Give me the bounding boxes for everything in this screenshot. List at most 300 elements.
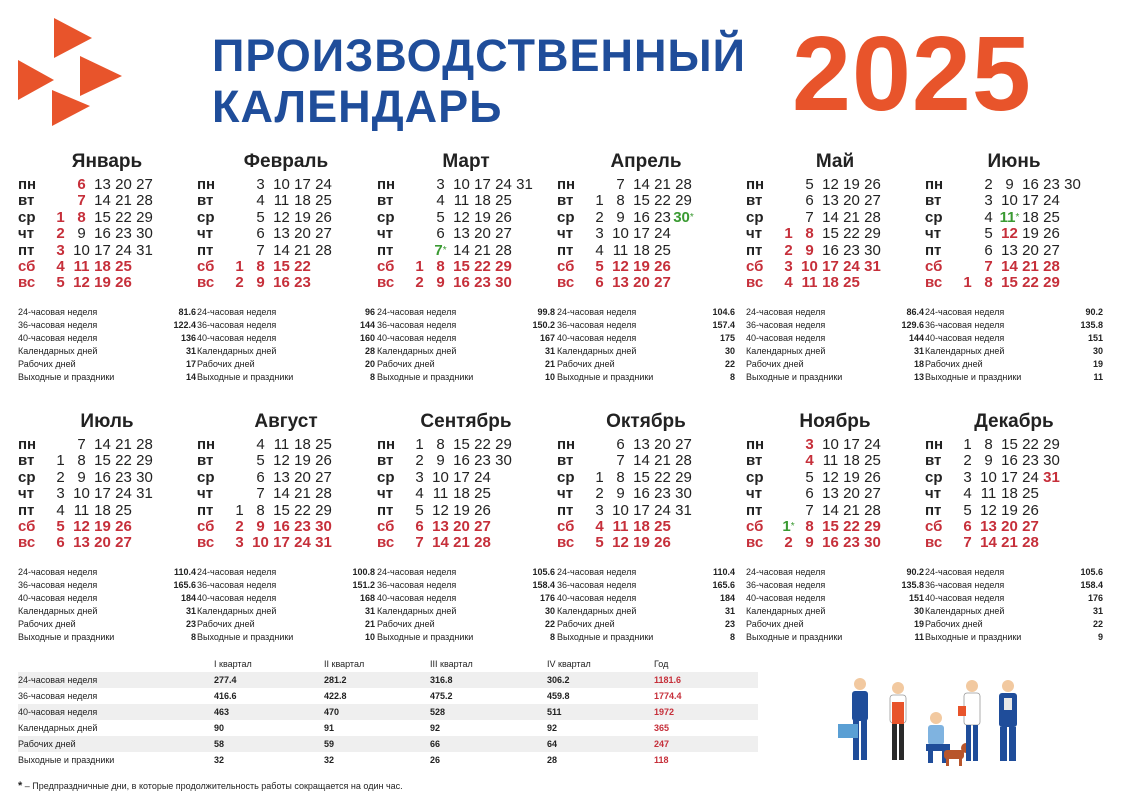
- stat-value: 104.6: [712, 306, 735, 317]
- weekday-label: сб: [557, 517, 575, 535]
- weekday-row: [18, 470, 196, 486]
- day-number: 25: [654, 517, 671, 535]
- stat-row: [746, 631, 924, 644]
- day-cell: [472, 177, 493, 193]
- stat-row: [746, 618, 924, 631]
- day-number: 16: [822, 241, 839, 259]
- stat-label: Рабочих дней: [197, 618, 255, 629]
- day-cell: [652, 243, 673, 259]
- holiday-day: [50, 259, 71, 275]
- day-number: 29: [675, 468, 692, 486]
- summary-cell: 316.8: [430, 675, 453, 685]
- weekday-label: чт: [377, 225, 394, 243]
- day-cell: [978, 503, 999, 519]
- day-cell: [493, 210, 514, 226]
- day-cell: [631, 486, 652, 502]
- day-number: 7: [77, 192, 86, 210]
- stat-value: 30: [913, 605, 924, 616]
- day-cell: [409, 486, 430, 502]
- day-number: 1: [56, 208, 65, 226]
- weekday-label: вт: [925, 192, 942, 210]
- day-number: 23: [294, 274, 311, 292]
- weekday-label: ср: [746, 468, 764, 486]
- day-cell: [631, 177, 652, 193]
- weekday-label: вс: [377, 534, 395, 552]
- day-number: 15: [94, 208, 111, 226]
- weekday-row: [197, 177, 375, 193]
- day-number: 6: [436, 225, 445, 243]
- day-cell: [113, 486, 134, 502]
- weekday-label: сб: [18, 257, 36, 275]
- day-number: 7: [616, 176, 625, 193]
- stat-row: [925, 306, 1103, 319]
- day-cell: [610, 193, 631, 209]
- day-cell: [229, 437, 250, 453]
- weekday-row: [925, 535, 1103, 551]
- day-cell: [1041, 243, 1062, 259]
- summary-header-row: [18, 656, 758, 672]
- weekday-row: [746, 486, 924, 502]
- summary-cell: 26: [430, 755, 441, 765]
- holiday-day: [1041, 470, 1062, 486]
- day-cell: [1041, 193, 1062, 209]
- day-cell: [820, 226, 841, 242]
- day-cell: [862, 177, 883, 193]
- day-grid: [557, 437, 735, 552]
- holiday-day: [472, 259, 493, 275]
- day-cell: [799, 177, 820, 193]
- day-cell: [451, 437, 472, 453]
- day-cell: [820, 193, 841, 209]
- day-number: 4: [256, 192, 265, 210]
- weekday-row: [746, 453, 924, 469]
- stat-row: [18, 371, 196, 384]
- stat-row: [197, 618, 375, 631]
- stat-row: [925, 358, 1103, 371]
- weekday-row: [746, 177, 924, 193]
- day-cell: [313, 453, 334, 469]
- day-cell: [134, 453, 155, 469]
- holiday-day: [1020, 519, 1041, 535]
- day-number: 11: [612, 517, 629, 535]
- day-number: 8: [984, 436, 993, 453]
- day-cell: [113, 177, 134, 193]
- day-cell: [610, 486, 631, 502]
- stat-label: Рабочих дней: [197, 358, 255, 369]
- day-number: 21: [843, 208, 860, 226]
- day-cell: [292, 503, 313, 519]
- day-cell: [134, 210, 155, 226]
- day-number: 15: [822, 225, 839, 243]
- day-cell: [409, 243, 430, 259]
- holiday-day: [589, 519, 610, 535]
- day-cell: [229, 470, 250, 486]
- stat-row: [557, 332, 735, 345]
- holiday-day: [50, 243, 71, 259]
- weekday-label: пн: [377, 176, 396, 193]
- weekday-label: сб: [925, 257, 943, 275]
- month-block: [557, 410, 735, 644]
- day-cell: [271, 503, 292, 519]
- day-number: 5: [436, 208, 445, 226]
- weekday-row: [557, 243, 735, 259]
- day-number: 16: [1001, 452, 1018, 470]
- day-cell: [1041, 210, 1062, 226]
- stat-value: 14: [185, 371, 196, 382]
- stat-label: Рабочих дней: [377, 358, 435, 369]
- stat-value: 90.2: [906, 566, 924, 577]
- day-number: 20: [94, 534, 111, 552]
- day-cell: [978, 486, 999, 502]
- stat-value: 22: [544, 618, 555, 629]
- day-number: 27: [115, 534, 132, 552]
- holiday-day: [71, 275, 92, 291]
- summary-cell: 1181.6: [654, 675, 682, 685]
- stat-row: [18, 605, 196, 618]
- stat-value: 184: [180, 592, 196, 603]
- holiday-day: [778, 259, 799, 275]
- stat-value: 184: [719, 592, 735, 603]
- holiday-day: [71, 193, 92, 209]
- day-cell: [652, 437, 673, 453]
- preholiday-star: *: [1015, 211, 1020, 223]
- day-cell: [313, 437, 334, 453]
- holiday-day: [799, 453, 820, 469]
- day-cell: [841, 503, 862, 519]
- day-number: 7: [77, 436, 86, 453]
- month-name: Сентябрь: [420, 411, 512, 432]
- day-number: 28: [315, 241, 332, 259]
- day-number: 4: [963, 485, 972, 503]
- day-number: 27: [474, 517, 491, 535]
- day-number: 10: [273, 176, 290, 193]
- day-cell: [313, 177, 334, 193]
- stat-label: Рабочих дней: [746, 618, 804, 629]
- summary-cell: 277.4: [214, 675, 237, 685]
- month-stats: [746, 566, 924, 644]
- day-number: 28: [136, 436, 153, 453]
- day-number: 1: [235, 501, 244, 519]
- day-number: 13: [273, 468, 290, 486]
- day-number: 10: [801, 257, 818, 275]
- weekday-row: [18, 193, 196, 209]
- day-number: 1: [782, 517, 791, 535]
- day-cell: [271, 210, 292, 226]
- month-block: [377, 150, 555, 384]
- weekday-label: пн: [746, 176, 765, 193]
- day-cell: [589, 177, 610, 193]
- day-number: 16: [633, 485, 650, 503]
- day-cell: [430, 210, 451, 226]
- weekday-row: [18, 243, 196, 259]
- day-number: 29: [675, 192, 692, 210]
- holiday-day: [820, 275, 841, 291]
- stat-label: Выходные и праздники: [377, 371, 474, 382]
- stat-label: Календарных дней: [746, 605, 826, 616]
- day-cell: [451, 193, 472, 209]
- day-number: 15: [453, 436, 470, 453]
- day-cell: [292, 470, 313, 486]
- day-number: 10: [612, 501, 629, 519]
- day-number: 25: [474, 485, 491, 503]
- weekday-row: [746, 193, 924, 209]
- holiday-day: [610, 275, 631, 291]
- day-cell: [229, 486, 250, 502]
- day-cell: [430, 453, 451, 469]
- weekday-label: вс: [18, 534, 36, 552]
- day-number: 23: [115, 468, 132, 486]
- stat-row: [925, 605, 1103, 618]
- holiday-day: [271, 259, 292, 275]
- day-number: 2: [415, 452, 424, 470]
- stat-value: 168: [359, 592, 375, 603]
- day-cell: [589, 226, 610, 242]
- stat-label: 40-часовая неделя: [557, 332, 637, 343]
- weekday-label: ср: [377, 468, 395, 486]
- stat-value: 21: [364, 618, 375, 629]
- holiday-day: [409, 535, 430, 551]
- day-cell: [451, 470, 472, 486]
- weekday-row: [557, 177, 735, 193]
- day-number: 25: [315, 192, 332, 210]
- day-cell: [1020, 470, 1041, 486]
- weekday-label: ср: [746, 208, 764, 226]
- day-cell: [313, 486, 334, 502]
- day-number: 30: [864, 241, 881, 259]
- day-cell: [673, 503, 694, 519]
- day-number: 1: [415, 436, 424, 453]
- summary-header-cell: [18, 656, 214, 672]
- day-cell: [999, 470, 1020, 486]
- day-number: 3: [256, 176, 265, 193]
- day-cell: [862, 486, 883, 502]
- day-cell: [229, 503, 250, 519]
- month-stats: [746, 306, 924, 384]
- day-number: 8: [256, 257, 265, 275]
- day-cell: [134, 177, 155, 193]
- weekday-row: [557, 470, 735, 486]
- holiday-day: [778, 226, 799, 242]
- day-number: 7: [256, 485, 265, 503]
- holiday-day: [978, 535, 999, 551]
- summary-cell: 59: [324, 739, 335, 749]
- weekday-label: пт: [557, 241, 574, 259]
- day-number: 13: [822, 192, 839, 210]
- weekday-label: вт: [557, 452, 574, 470]
- day-number: 27: [864, 192, 881, 210]
- weekday-label: чт: [746, 225, 763, 243]
- day-number: 31: [136, 241, 153, 259]
- stat-label: 36-часовая неделя: [377, 319, 457, 330]
- day-cell: [71, 486, 92, 502]
- summary-cell: 470: [324, 707, 340, 717]
- day-number: 27: [1043, 241, 1060, 259]
- weekday-row: [557, 226, 735, 242]
- weekday-row: [925, 453, 1103, 469]
- stat-row: [197, 306, 375, 319]
- weekday-label: сб: [197, 257, 215, 275]
- stat-row: [925, 332, 1103, 345]
- stat-value: 167: [539, 332, 555, 343]
- day-number: 19: [633, 257, 650, 275]
- day-cell: [978, 210, 999, 226]
- day-number: 24: [495, 176, 512, 193]
- day-number: 13: [822, 485, 839, 503]
- day-number: 11: [999, 208, 1016, 226]
- day-number: 28: [495, 241, 512, 259]
- day-cell: [313, 243, 334, 259]
- day-number: 30: [673, 208, 690, 226]
- stat-row: [197, 605, 375, 618]
- weekday-label: чт: [18, 225, 35, 243]
- holiday-day: [999, 259, 1020, 275]
- day-number: 28: [675, 176, 692, 193]
- stat-value: 17: [185, 358, 196, 369]
- day-number: 9: [77, 468, 86, 486]
- day-cell: [451, 210, 472, 226]
- holiday-day: [589, 275, 610, 291]
- day-cell: [409, 226, 430, 242]
- day-number: 12: [612, 534, 629, 552]
- day-cell: [631, 243, 652, 259]
- weekday-row: [18, 226, 196, 242]
- day-number: 28: [136, 192, 153, 210]
- day-cell: [250, 453, 271, 469]
- holiday-day: [820, 259, 841, 275]
- day-cell: [631, 193, 652, 209]
- day-number: 29: [864, 517, 881, 535]
- stat-label: 24-часовая неделя: [557, 306, 637, 317]
- stat-row: [197, 319, 375, 332]
- weekday-row: [377, 519, 555, 535]
- weekday-label: пт: [557, 501, 574, 519]
- day-number: 10: [432, 468, 449, 486]
- day-cell: [229, 210, 250, 226]
- preholiday-day: [430, 243, 451, 259]
- month-name: Февраль: [243, 151, 329, 172]
- day-number: 17: [633, 225, 650, 243]
- day-cell: [134, 486, 155, 502]
- holiday-day: [778, 243, 799, 259]
- holiday-day: [862, 519, 883, 535]
- weekday-row: [197, 243, 375, 259]
- stat-row: [746, 592, 924, 605]
- weekday-row: [557, 535, 735, 551]
- weekday-label: пт: [18, 501, 35, 519]
- holiday-day: [409, 519, 430, 535]
- stat-label: Календарных дней: [197, 345, 277, 356]
- stat-row: [557, 631, 735, 644]
- day-number: 25: [864, 452, 881, 470]
- month-block: [746, 410, 924, 644]
- stat-row: [377, 605, 555, 618]
- day-number: 23: [654, 208, 671, 226]
- day-number: 20: [654, 436, 671, 453]
- holiday-day: [799, 275, 820, 291]
- month-stats: [197, 306, 375, 384]
- day-number: 18: [474, 192, 491, 210]
- weekday-label: пн: [197, 176, 216, 193]
- day-cell: [271, 243, 292, 259]
- day-cell: [250, 437, 271, 453]
- stat-label: 36-часовая неделя: [18, 579, 98, 590]
- day-number: 24: [115, 241, 132, 259]
- weekday-label: сб: [925, 517, 943, 535]
- stat-label: 36-часовая неделя: [18, 319, 98, 330]
- day-cell: [589, 193, 610, 209]
- day-cell: [957, 193, 978, 209]
- day-number: 20: [1001, 517, 1018, 535]
- day-cell: [778, 437, 799, 453]
- preholiday-day: [999, 210, 1020, 226]
- holiday-day: [50, 535, 71, 551]
- day-cell: [1020, 486, 1041, 502]
- stat-row: [197, 579, 375, 592]
- day-cell: [1020, 437, 1041, 453]
- month-name: Октябрь: [606, 411, 686, 432]
- holiday-day: [610, 259, 631, 275]
- stat-row: [18, 358, 196, 371]
- stat-label: 36-часовая неделя: [197, 579, 277, 590]
- stat-label: 36-часовая неделя: [557, 579, 637, 590]
- day-number: 16: [453, 274, 470, 292]
- day-number: 19: [94, 517, 111, 535]
- day-grid: [197, 437, 375, 552]
- holiday-day: [50, 226, 71, 242]
- stat-label: Выходные и праздники: [557, 631, 654, 642]
- stat-label: 24-часовая неделя: [377, 566, 457, 577]
- day-cell: [673, 486, 694, 502]
- day-cell: [999, 177, 1020, 193]
- day-number: 9: [436, 274, 445, 292]
- holiday-day: [1041, 259, 1062, 275]
- day-number: 12: [432, 501, 449, 519]
- day-number: 26: [115, 274, 132, 292]
- weekday-row: [746, 275, 924, 291]
- day-cell: [631, 437, 652, 453]
- day-cell: [229, 453, 250, 469]
- stat-row: [377, 358, 555, 371]
- holiday-day: [430, 519, 451, 535]
- holiday-day: [292, 519, 313, 535]
- stat-label: Календарных дней: [377, 345, 457, 356]
- stat-label: 40-часовая неделя: [197, 592, 277, 603]
- day-number: 27: [315, 225, 332, 243]
- day-number: 12: [1001, 225, 1018, 243]
- day-cell: [673, 470, 694, 486]
- weekday-label: вт: [925, 452, 942, 470]
- holiday-day: [451, 535, 472, 551]
- day-number: 13: [94, 176, 111, 193]
- holiday-day: [841, 535, 862, 551]
- weekday-row: [18, 486, 196, 502]
- stat-label: 40-часовая неделя: [925, 332, 1005, 343]
- day-number: 6: [415, 517, 424, 535]
- holiday-day: [250, 259, 271, 275]
- day-number: 23: [474, 274, 491, 292]
- day-number: 16: [822, 534, 839, 552]
- day-number: 1: [595, 468, 604, 486]
- stat-label: 24-часовая неделя: [925, 306, 1005, 317]
- day-number: 24: [315, 176, 332, 193]
- page-title: [212, 30, 746, 132]
- weekday-label: ср: [557, 208, 575, 226]
- day-cell: [862, 453, 883, 469]
- day-cell: [313, 210, 334, 226]
- weekday-label: вт: [197, 452, 214, 470]
- day-number: 19: [1022, 225, 1039, 243]
- day-number: 26: [1022, 501, 1039, 519]
